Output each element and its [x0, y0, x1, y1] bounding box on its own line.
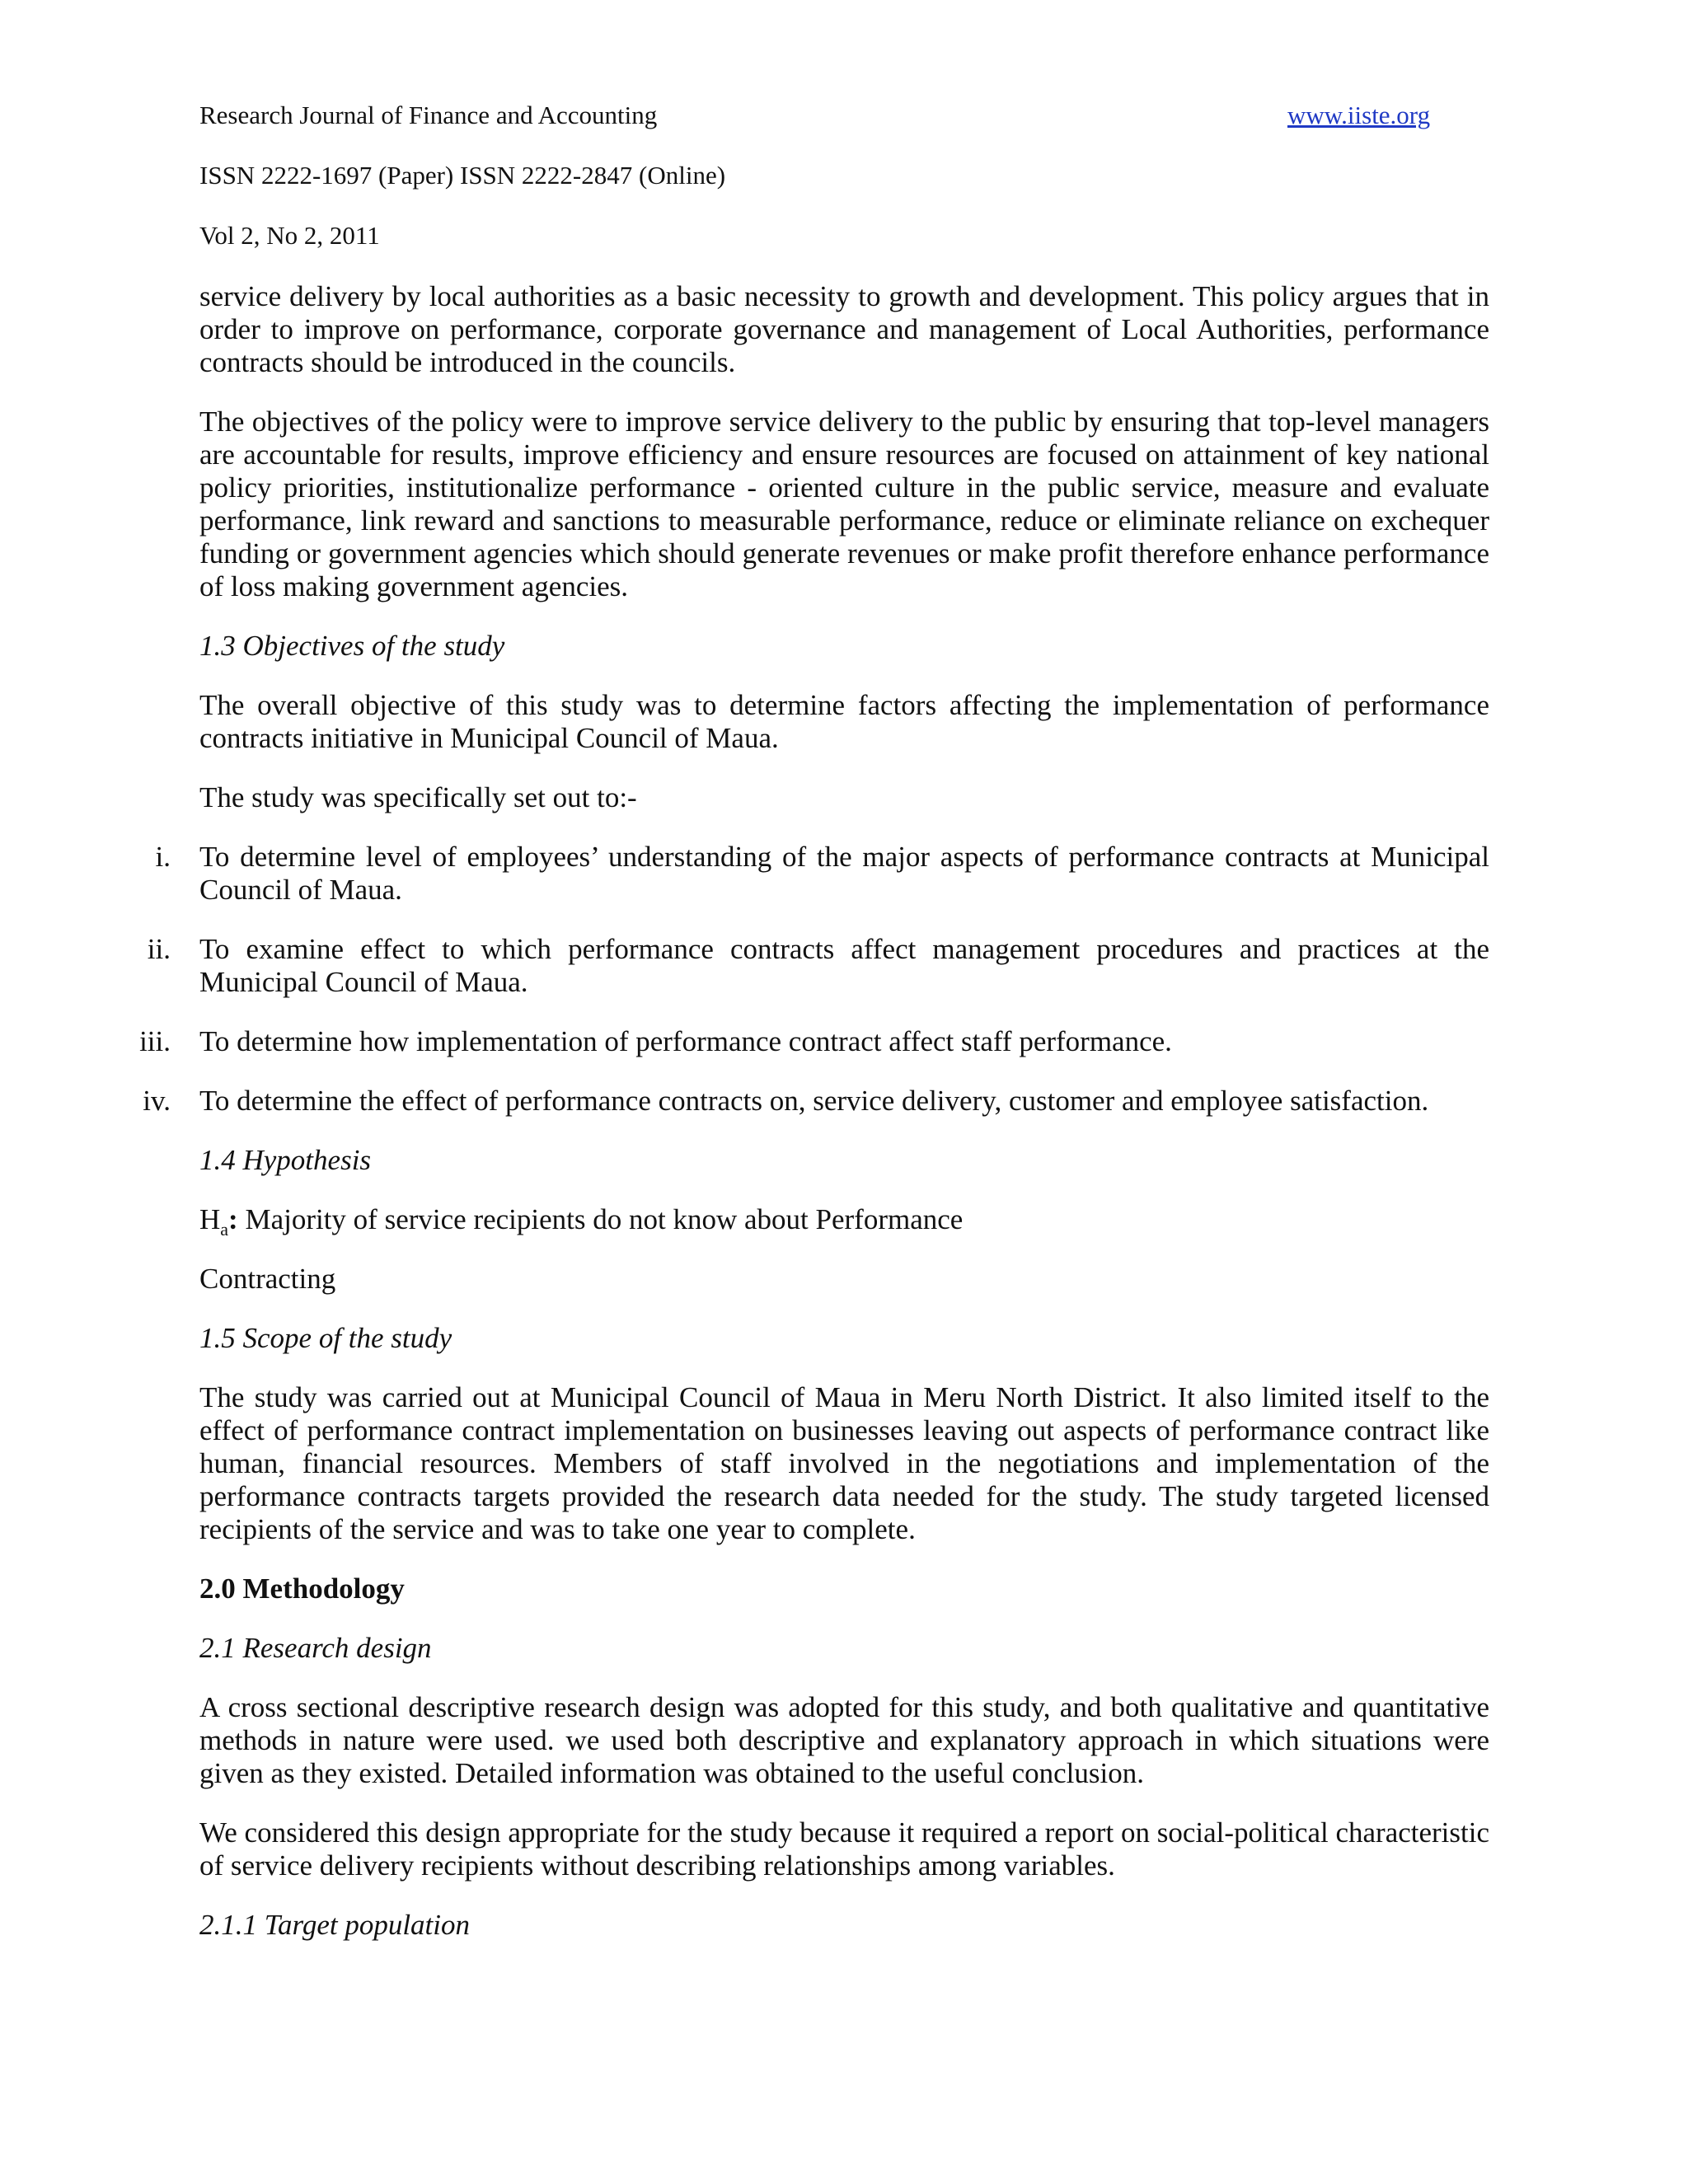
list-item [147, 933, 1489, 999]
hypothesis-symbol: H [199, 1203, 221, 1235]
journal-title: Research Journal of Finance and Accounting [199, 101, 658, 129]
section-heading-methodology: 2.0 Methodology [199, 1572, 405, 1605]
hypothesis-text: Majority of service recipients do not know about Performance [237, 1203, 964, 1235]
list-text: To determine how implementation of performance contract affect staff performance. [199, 1025, 1172, 1057]
journal-url-link[interactable]: www.iiste.org [1287, 101, 1431, 129]
hypothesis-subscript: a [220, 1219, 229, 1240]
section-heading-target-population: 2.1.1 Target population [199, 1909, 471, 1941]
objectives-list [139, 841, 1489, 1118]
hypothesis-continuation: Contracting [199, 1263, 336, 1295]
list-item [143, 1085, 1489, 1118]
list-text: To determine level of employees’ understanding of the major aspects of performance contracts at Municipal Council of Maua. [199, 841, 1489, 906]
issn-line: ISSN 2222-1697 (Paper) ISSN 2222-2847 (Online) [199, 161, 726, 190]
hypothesis-statement [199, 1203, 1489, 1240]
paragraph-scope: The study was carried out at Municipal Council of Maua in Meru North District. It also limited itself to the effect of performance contract implementation on businesses leaving out aspects of performance contract like human, financial resources. Members of staff involved in the negotiations and implementation of the performance contracts targets provided the research data needed for the study. The study targeted licensed recipients of the service and was to take one year to complete. [199, 1381, 1489, 1545]
paragraph-policy: service delivery by local authorities as a basic necessity to growth and development. This policy argues that in order to improve on performance, corporate governance and management of Local Authorities, performance contracts should be introduced in the councils. [199, 280, 1489, 378]
article-body [139, 280, 1489, 1968]
list-text: To determine the effect of performance contracts on, service delivery, customer and employee satisfaction. [199, 1085, 1429, 1117]
list-number: ii. [147, 933, 171, 965]
paragraph-overall-objective: The overall objective of this study was to determine factors affecting the implementation of performance contracts initiative in Municipal Council of Maua. [199, 689, 1489, 754]
list-number: iv. [143, 1085, 171, 1117]
volume-line: Vol 2, No 2, 2011 [199, 221, 380, 250]
section-heading-objectives: 1.3 Objectives of the study [199, 630, 505, 662]
section-heading-scope: 1.5 Scope of the study [199, 1322, 452, 1354]
list-number: iii. [139, 1025, 171, 1057]
paragraph-specific-intro: The study was specifically set out to:- [199, 781, 637, 813]
list-text: To examine effect to which performance contracts affect management procedures and practices at the Municipal Council of Maua. [199, 933, 1489, 998]
hypothesis-colon: : [228, 1203, 238, 1235]
list-item [155, 841, 1489, 907]
section-heading-hypothesis: 1.4 Hypothesis [199, 1144, 372, 1176]
paragraph-design-rationale: We considered this design appropriate for the study because it required a report on social-political characteristic of service delivery recipients without describing relationships among variables. [199, 1816, 1489, 1882]
paragraph-policy-objectives: The objectives of the policy were to improve service delivery to the public by ensuring that top-level managers are accountable for results, improve efficiency and ensure resources are focused on attainment of key national policy priorities, institutionalize performance - oriented culture in the public service, measure and evaluate performance, link reward and sanctions to measurable performance, reduce or eliminate reliance on exchequer funding or government agencies which should generate revenues or make profit therefore enhance performance of loss making government agencies. [199, 405, 1489, 602]
section-heading-research-design: 2.1 Research design [199, 1632, 432, 1664]
list-number: i. [155, 841, 171, 873]
paragraph-research-design: A cross sectional descriptive research design was adopted for this study, and both qualitative and quantitative methods in nature were used. we used both descriptive and explanatory approach in which situations were given as they existed. Detailed information was obtained to the useful conclusion. [199, 1691, 1489, 1789]
list-item [139, 1025, 1489, 1058]
